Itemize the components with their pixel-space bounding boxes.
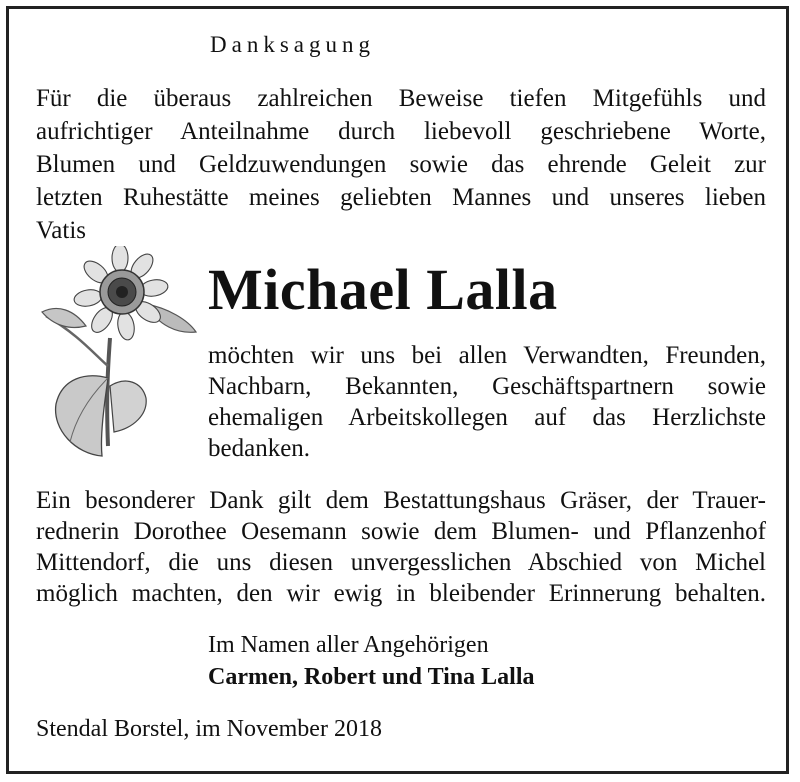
intro-line: letzten Ruhestätte meines geliebten Mannes und unseres lieben: [36, 184, 766, 211]
intro-line: Für die überaus zahlreichen Beweise tiefen Mitgefühls und: [36, 85, 766, 112]
intro-paragraph: [36, 82, 766, 247]
thanks-line: bedanken.: [208, 435, 311, 462]
thanks-line: ehemaligen Arbeitskollegen auf das Herzlichste: [208, 404, 766, 431]
intro-line: Blumen und Geldzuwendungen sowie das ehrende Geleit zur: [36, 151, 766, 178]
thanks-paragraph: [208, 340, 766, 464]
special-line: rednerin Dorothee Oesemann sowie dem Blumen- und Pflanzenhof: [36, 518, 766, 545]
signers: Carmen, Robert und Tina Lalla: [208, 664, 535, 690]
sign-lead: Im Namen aller Angehörigen: [208, 632, 489, 658]
place-date: Stendal Borstel, im November 2018: [36, 716, 382, 742]
intro-line: Vatis: [36, 217, 86, 244]
notice-heading: Danksagung: [210, 32, 375, 57]
special-line: möglich machten, den wir ewig in bleibender Erinnerung behalten.: [36, 580, 766, 607]
thanks-line: Nachbarn, Bekannten, Geschäftspartnern sowie: [208, 373, 766, 400]
thanks-line: möchten wir uns bei allen Verwandten, Freunden,: [208, 342, 766, 369]
sunflower-icon: [38, 246, 198, 458]
special-line: Mittendorf, die uns diesen unvergesslichen Abschied von Michel: [36, 549, 766, 576]
intro-line: aufrichtiger Anteilnahme durch liebevoll geschriebene Worte,: [36, 118, 766, 145]
special-line: Ein besonderer Dank gilt dem Bestattungshaus Gräser, der Trauer-: [36, 487, 766, 514]
deceased-name: Michael Lalla: [208, 257, 558, 322]
special-thanks-paragraph: [36, 485, 766, 609]
